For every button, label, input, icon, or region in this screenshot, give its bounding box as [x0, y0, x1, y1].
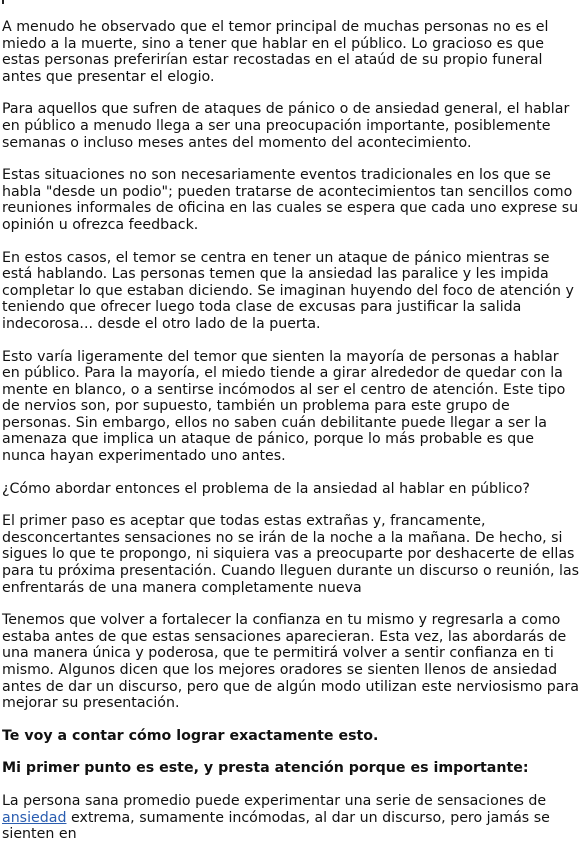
paragraph-last [2, 793, 580, 843]
article-body [2, 19, 580, 859]
ansiedad-link[interactable]: ansiedad [2, 809, 67, 826]
paragraph-7: El primer paso es aceptar que todas estas extrañas y, francamente, desconcertantes sensaciones no se irán de la noche a la mañana. De hecho, si sigues lo que te propongo, ni siquiera vas a preocuparte por deshacerte de ellas para tu próxima presentación. Cuando lleguen durante un discurso o reunión, las enfrentarás de una manera completamente nueva [2, 513, 580, 596]
top-edge-mark [2, 0, 4, 4]
paragraph-2: Para aquellos que sufren de ataques de pánico o de ansiedad general, el hablar en público a menudo llega a ser una preocupación importante, posiblemente semanas o incluso meses antes del momento del acontecimiento. [2, 101, 570, 151]
bold-statement-2: Mi primer punto es este, y presta atención porque es importante: [2, 760, 529, 777]
paragraph-1: A menudo he observado que el temor principal de muchas personas no es el miedo a la muerte, sino a tener que hablar en el público. Lo gracioso es que estas personas preferirían estar recostadas en el ataúd de su propio funeral antes que presentar el elogio. [2, 19, 549, 85]
bold-statement-1: Te voy a contar cómo lograr exactamente esto. [2, 727, 379, 744]
paragraph-5: Esto varía ligeramente del temor que sienten la mayoría de personas a hablar en público. Para la mayoría, el miedo tiende a girar alrededor de quedar con la mente en blanco, o a sentirse incómodos al ser el centro de atención. Este tipo de nervios son, por supuesto, también un problema para este grupo de personas. Sin embargo, ellos no saben cuán debilitante puede llegar a ser la amenaza que implica un ataque de pánico, porque lo más probable es que nunca hayan experimentado uno antes. [2, 348, 566, 465]
paragraph-3: Estas situaciones no son necesariamente eventos tradicionales en los que se habla "desde un podio"; pueden tratarse de acontecimientos tan sencillos como reuniones informales de oficina en las cuales se espera que cada uno exprese su opinión u ofrezca feedback. [2, 167, 579, 233]
paragraph-last-after: extrema, sumamente incómodas, al dar un discurso, pero jamás se sienten en [2, 809, 550, 843]
paragraph-8: Tenemos que volver a fortalecer la confianza en tu mismo y regresarla a como estaba antes de que estas sensaciones aparecieran. Esta vez, las abordarás de una manera única y poderosa, que te permitirá volver a sentir confianza en ti mismo. Algunos dicen que los mejores oradores se sienten llenos de ansiedad antes de dar un discurso, pero que de algún modo utilizan este nerviosismo para mejorar su presentación. [2, 612, 579, 712]
paragraph-last-before: La persona sana promedio puede experimentar una serie de sensaciones de [2, 792, 547, 809]
paragraph-6: ¿Cómo abordar entonces el problema de la ansiedad al hablar en público? [2, 480, 530, 497]
paragraph-4: En estos casos, el temor se centra en tener un ataque de pánico mientras se está hablando. Las personas temen que la ansiedad las paralice y les impida completar lo que estaban diciendo. Se imaginan huyendo del foco de atención y teniendo que ofrecer luego toda clase de excusas para justificar la salida indecorosa... desde el otro lado de la puerta. [2, 249, 574, 332]
